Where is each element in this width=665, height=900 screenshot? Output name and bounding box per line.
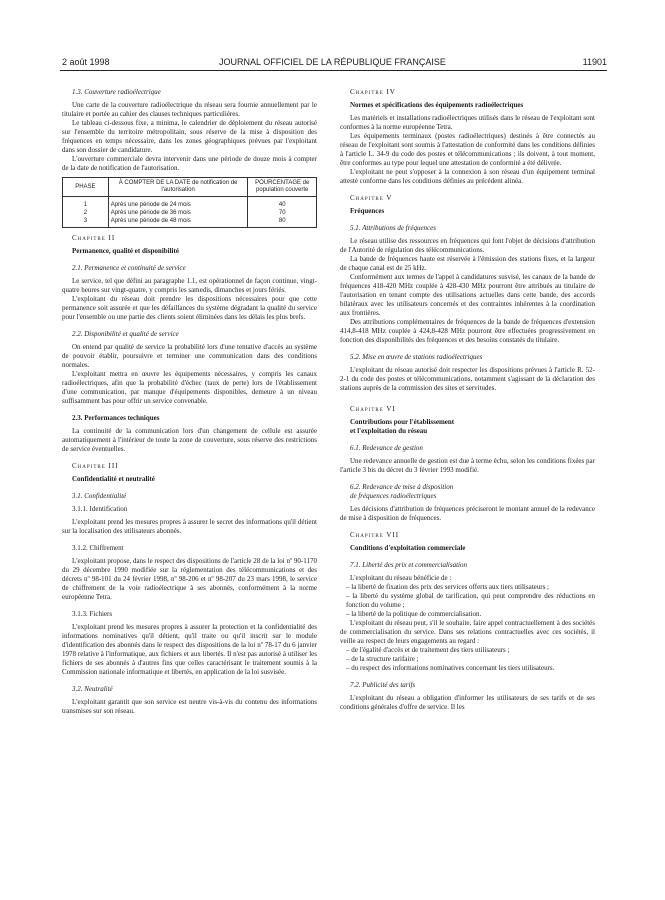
chapter-title: Conditions d'exploitation commerciale [350,544,466,552]
table-cell: 3 [63,217,109,228]
subsection-title: 3.1.1. Identification [72,505,128,513]
paragraph: La bande de fréquences haute est réservée à l'émission des stations fixes, et la largeur de chaque canal est de 25 kHz. [340,255,595,272]
list-item: – de l'égalité d'accès et de traitement des tiers utilisateurs ; [346,646,510,654]
paragraph: Les matériels et installations radioélectriques utilisés dans le réseau de l'exploitant sont conformes à la norme européenne Tetra. [340,114,595,131]
header-date: 2 août 1998 [62,57,110,67]
paragraph: L'ouverture commerciale devra intervenir dans une période de douze mois à compter de la date de notification de l'autorisation. [62,155,317,172]
table-header-percentage: POURCENTAGE de population couverte [248,178,317,197]
list [340,646,595,673]
paragraph: Le tableau ci-dessous fixe, a minima, le calendrier de déploiement du réseau autorisé sur l'ensemble du territoire métropolitain, sous réserve de la mise à disposition des fréquences en temps nécessaire, dans les zones géographiques prévues par l'exploitant dans son dossier de candidature. [62,119,317,154]
section-title: 5.2. Mise en œuvre de stations radioélectriques [350,353,483,361]
chapter-title: Permanence, qualité et disponibilité [72,247,179,255]
section-title: 2.1. Permanence et continuité de service [72,264,186,272]
chapter-title: Confidentialité et neutralité [72,475,155,483]
list-item: – la liberté de fixation des prix des services offerts aux tiers utilisateurs ; [346,583,550,591]
paragraph: Une redevance annuelle de gestion est due à terme échu, selon les conditions fixées par l'article 3 bis du décret du 3 février 1993 modifié. [340,457,595,474]
paragraph: L'exploitant du réseau doit prendre les dispositions nécessaires pour que cette permanence soit assurée et que les défaillances du système dégradant la qualité du service pour l'ensemble ou une partie des clients soient éliminées dans les délais les plus brefs. [62,295,317,321]
table-cell: Après une période de 24 mois [108,197,248,210]
deployment-table [62,177,317,228]
paragraph: On entend par qualité de service la probabilité lors d'une tentative d'accès au système de pouvoir établir, poursuivre et terminer une communication dans des conditions normales. [62,343,317,369]
paragraph: L'exploitant prend les mesures propres à assurer la protection et la confidentialité des informations nominatives qu'il détient, qu'il traite ou qu'il inscrit sur le module d'identification des abonnés dans le respect des dispositions de la loi nº 78-17 du 6 janvier 1978 relative à l'informatique, aux fichiers et aux libertés. Il n'est pas autorisé à utiliser les fichiers de ses abonnés à d'autres fins que celles caractérisant le traitement soumis à la Commission nationale informatique et libertés, en application de la loi susvisée. [62,623,317,676]
section-title: 6.1. Redevance de gestion [350,444,423,452]
section-title: 2.2. Disponibilité et qualité de service [72,330,179,338]
list [340,583,595,619]
header-rule [60,70,607,71]
chapter-label: Chapitre V [350,194,393,202]
section-title: 3.2. Neutralité [72,685,113,693]
subsection-title: 3.1.3. Fichiers [72,610,113,618]
paragraph: L'exploitant prend les mesures propres à assurer le secret des informations qu'il détient sur la localisation des utilisateurs abonnés. [62,518,317,535]
paragraph: L'exploitant du réseau autorisé doit respecter les dispositions prévues à l'article R. 52-2-1 du code des postes et télécommunications, notamment s'agissant de la déclaration des stations auprès de la commission des sites et servitudes. [340,366,595,392]
right-column [340,88,595,712]
chapter-title: Contributions pour l'établissement [350,418,455,426]
paragraph: L'exploitant garantit que son service est neutre vis-à-vis du contenu des informations transmises sur son réseau. [62,698,317,715]
paragraph: Des attributions complémentaires de fréquences de la bande de fréquences d'extension 414,8-418 MHz couplée à 424,8-428 MHz pourront être effectuées progressivement en fonction des disponibilités des fréquences et des besoins constatés du titulaire. [340,318,595,344]
table-row [63,209,317,217]
table-cell: 1 [63,197,109,210]
table-header-period: À COMPTER DE LA DATE de notification de l'autorisation [108,178,248,197]
paragraph: Le service, tel que défini au paragraphe 1.1, est opérationnel de façon continue, vingt-quatre heures sur vingt-quatre, y compris les samedis, dimanches et jours fériés. [62,277,317,294]
table-header-phase: PHASE [63,178,109,197]
table-cell: Après une période de 36 mois [108,209,248,217]
paragraph: Conformément aux termes de l'appel à candidatures susvisé, les canaux de la bande de fréquences 418-420 MHz couplée à 428-430 MHz pourront être attribués au titulaire de l'autorisation en tenant compte des utilisations actuelles dans cette bande, des accords bilatéraux avec les utilisateurs concernés et des contraintes inhérentes à la coordination aux frontières. [340,273,595,317]
paragraph: Le réseau utilise des ressources en fréquences qui font l'objet de décisions d'attribution de l'Autorité de régulation des télécommunications. [340,237,595,254]
section-title: 5.1. Attributions de fréquences [350,224,436,232]
paragraph: L'exploitant propose, dans le respect des dispositions de l'article 28 de la loi nº 90-1170 du 29 décembre 1990 modifiée sur la réglementation des télécommunications et des décrets nº 98-101 du 24 février 1998, nº 98-206 et nº 98-207 du 23 mars 1998, le service de chiffrement de la voie radioélectrique à ses abonnés, conformément à la norme européenne Tetra. [62,557,317,601]
paragraph: L'exploitant ne peut s'opposer à la connexion à son réseau d'un équipement terminal attesté conforme dans les conditions définies au précédent alinéa. [340,168,595,185]
paragraph: La continuité de la communication lors d'un changement de cellule est assurée automatiquement à l'intérieur de toute la zone de couverture, sous réserve des restrictions de service éventuelles. [62,427,317,453]
section-title: 6.2. Redevance de mise à disposition [350,483,454,491]
subsection-title: 3.1.2. Chiffrement [72,544,124,552]
left-column [62,88,317,716]
paragraph: L'exploitant mettra en œuvre les équipements nécessaires, y compris les canaux radioélectriques, afin que la probabilité d'échec (taux de perte) lors de l'établissement d'une communication, par manque d'équipements disponibles, demeure à un niveau suffisamment bas pour offrir un service convenable. [62,370,317,405]
paragraph: L'exploitant du réseau bénéficie de : [350,574,452,582]
chapter-label: Chapitre II [72,234,116,242]
list-item: – du respect des informations nominatives concernant les tiers utilisateurs. [346,664,555,672]
table-cell: 40 [248,197,317,210]
section-title: de fréquences radioélectriques [350,492,437,500]
section-title: 2.3. Performances techniques [72,414,160,422]
table-row [63,197,317,210]
chapter-title: et l'exploitation du réseau [350,427,428,435]
header-page-number: 11901 [582,57,607,67]
list-item: – de la structure tarifaire ; [346,655,419,663]
chapter-title: Fréquences [350,207,385,215]
list-item: – la liberté du système global de tarification, qui peut comprendre des réductions en fonction du volume ; [346,592,595,609]
header-title: JOURNAL OFFICIEL DE LA RÉPUBLIQUE FRANÇAISE [219,57,446,67]
section-title: 3.1. Confidentialité [72,492,127,500]
table-cell: 70 [248,209,317,217]
chapter-label: Chapitre III [72,462,119,470]
table-cell: 2 [63,209,109,217]
paragraph: L'exploitant du réseau peut, s'il le souhaite, faire appel contractuellement à des sociétés de commercialisation du service. Dans ses relations contractuelles avec ces sociétés, il veille au respect de leurs engagements au regard : [340,619,595,645]
paragraph: L'exploitant du réseau a obligation d'informer les utilisateurs de ses tarifs et de ses conditions générales d'offre de service. Il les [340,694,595,711]
section-title: 7.1. Liberté des prix et commercialisation [350,561,467,569]
paragraph: Les décisions d'attribution de fréquences préciseront le montant annuel de la redevance de mise à disposition de fréquences. [340,505,595,522]
chapter-label: Chapitre IV [350,88,396,96]
table-cell: 80 [248,217,317,228]
chapter-label: Chapitre VII [350,531,400,539]
chapter-title: Normes et spécifications des équipements radioélectriques [350,101,524,109]
table-cell: Après une période de 48 mois [108,217,248,228]
list-item: – la liberté de la politique de commercialisation. [346,610,482,618]
section-title: 7.2. Publicité des tarifs [350,681,416,689]
chapter-label: Chapitre VI [350,405,396,413]
paragraph: Les équipements terminaux (postes radioélectriques) destinés à être connectés au réseau de l'exploitant sont soumis à l'attestation de conformité dans les conditions définies à l'article L. 34-9 du code des postes et télécommunications ; ils doivent, à tout moment, être conformes au type pour lequel une attestation de conformité a été délivrée. [340,132,595,167]
table-row [63,217,317,228]
paragraph: Une carte de la couverture radioélectrique du réseau sera fournie annuellement par le titulaire et portée au cahier des clauses techniques particulières. [62,101,317,118]
section-title: 1.3. Couverture radioélectrique [72,88,161,96]
